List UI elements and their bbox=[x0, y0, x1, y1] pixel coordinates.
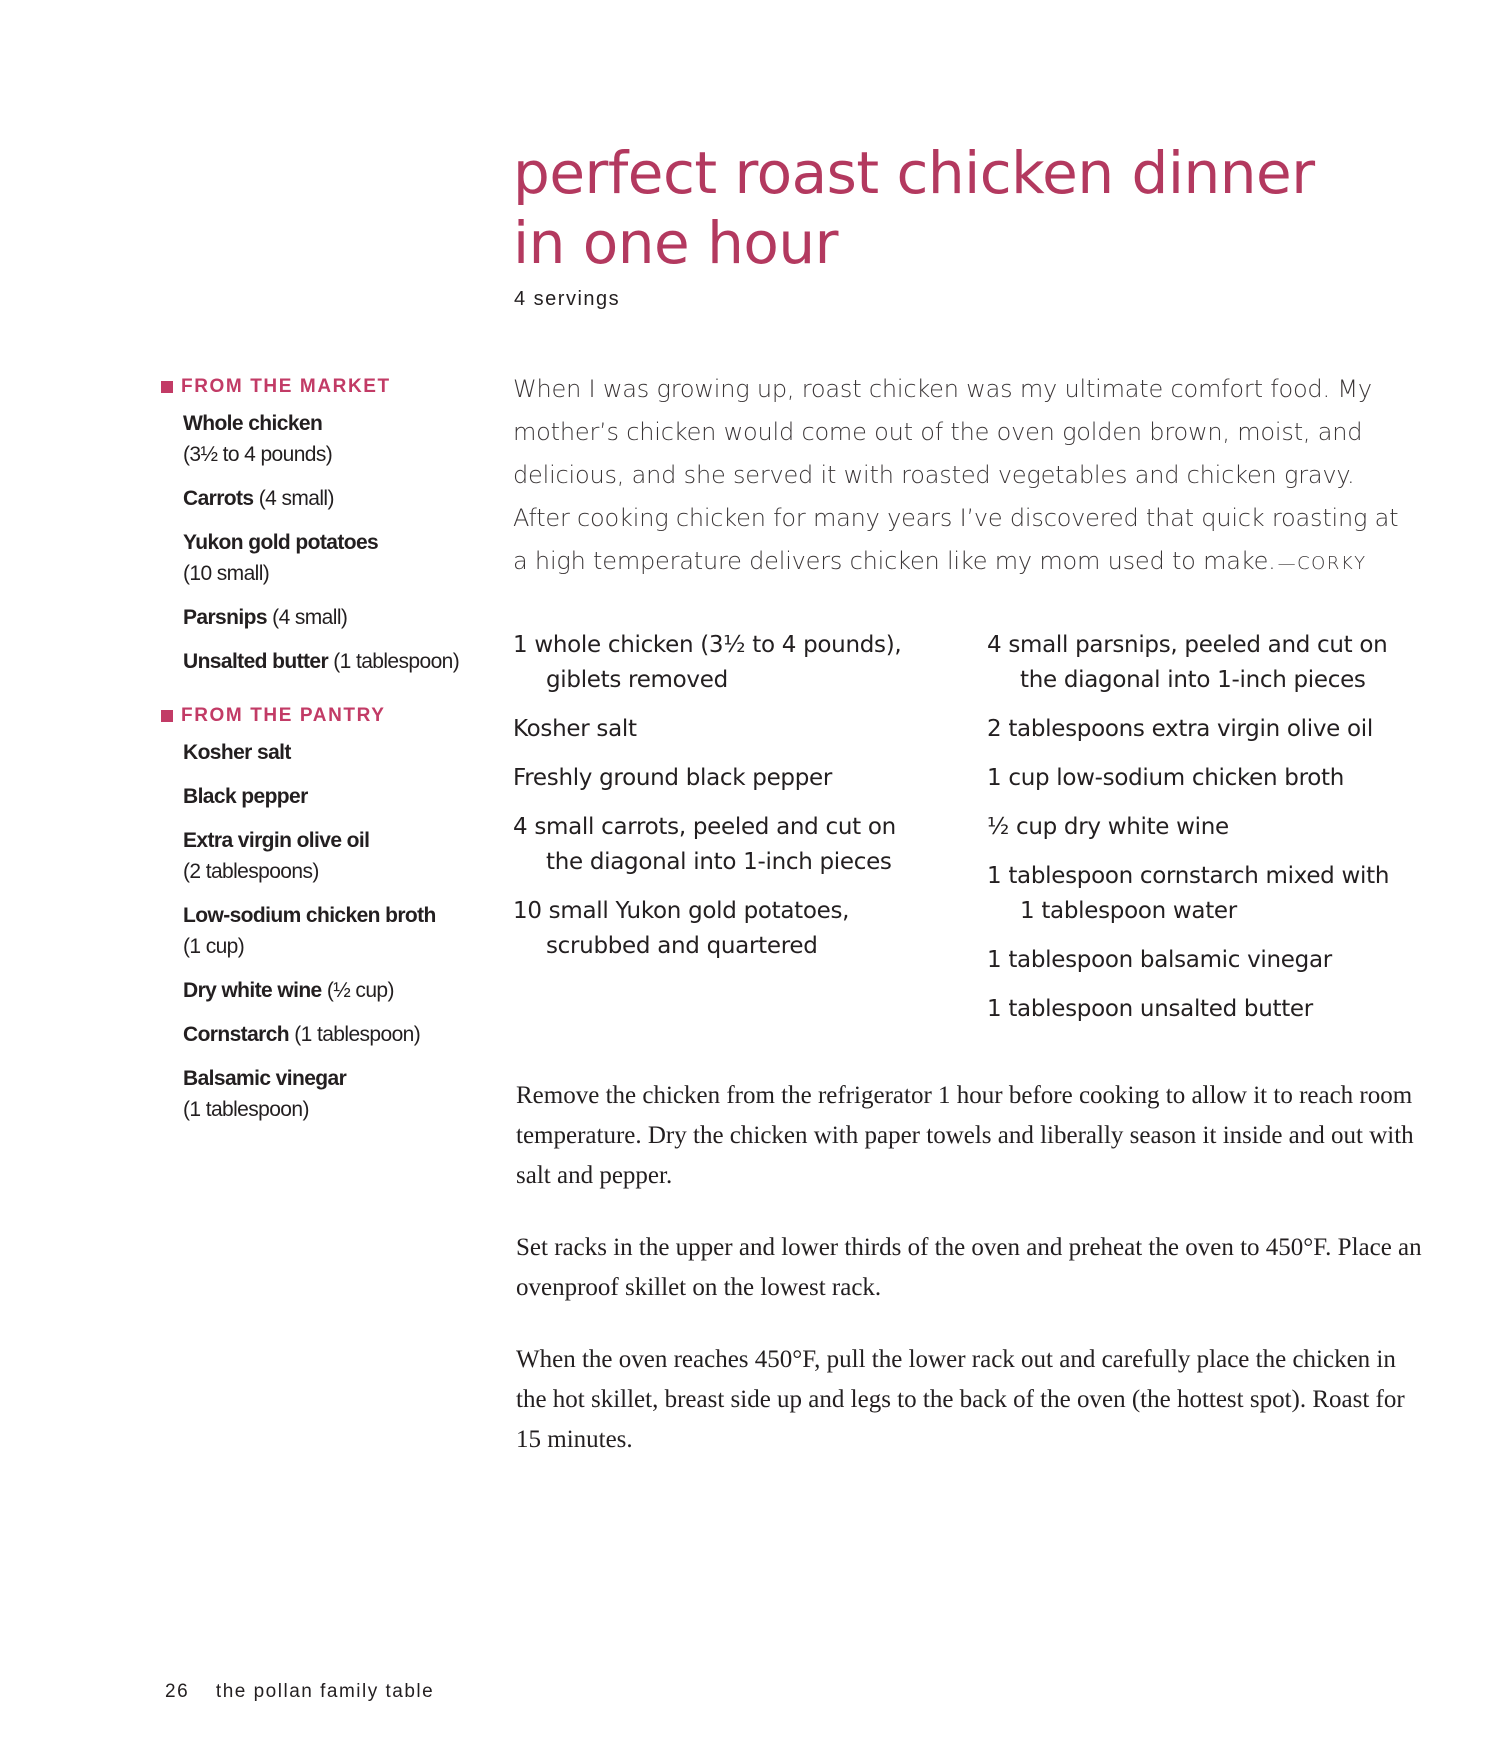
ingredient-item: 1 whole chicken (3½ to 4 pounds), giblets removed bbox=[513, 632, 902, 693]
sidebar-ingredient-name: Parsnips bbox=[183, 606, 267, 629]
ingredients-column-left bbox=[513, 628, 933, 978]
sidebar-ingredient bbox=[183, 975, 461, 1006]
ingredient-item: 4 small parsnips, peeled and cut on the diagonal into 1-inch pieces bbox=[987, 632, 1388, 693]
sidebar-ingredient bbox=[183, 483, 461, 514]
sidebar-ingredient-name: Black pepper bbox=[183, 785, 308, 808]
ingredient-item: ½ cup dry white wine bbox=[987, 814, 1229, 840]
market-heading-label: FROM THE MARKET bbox=[181, 376, 391, 397]
market-list bbox=[161, 408, 461, 677]
recipe-title-line-2: in one hour bbox=[513, 209, 839, 277]
sidebar-ingredient bbox=[183, 408, 461, 470]
pantry-list bbox=[161, 737, 461, 1125]
sidebar-ingredient-name: Extra virgin olive oil bbox=[183, 829, 370, 852]
sidebar-ingredient-name: Balsamic vinegar bbox=[183, 1067, 347, 1090]
sidebar-ingredient-name: Low-sodium chicken broth bbox=[183, 904, 436, 927]
sidebar-ingredient-name: Carrots bbox=[183, 487, 254, 510]
method-step: When the oven reaches 450°F, pull the lower rack out and carefully place the chicken in the hot skillet, breast side up and legs to the back of the oven (the hottest spot). Roast for 15 minutes. bbox=[516, 1346, 1405, 1453]
sidebar-ingredient-qty: (3½ to 4 pounds) bbox=[183, 443, 333, 466]
sidebar-ingredient-qty: (½ cup) bbox=[326, 979, 394, 1002]
sidebar-ingredient-name: Unsalted butter bbox=[183, 650, 329, 673]
sidebar-ingredient-qty: (4 small) bbox=[272, 606, 348, 629]
square-bullet-icon bbox=[161, 381, 173, 393]
sidebar-ingredient-qty: (1 tablespoon) bbox=[183, 1098, 309, 1121]
sidebar-ingredient-name: Kosher salt bbox=[183, 741, 291, 764]
page-number: 26 bbox=[165, 1681, 190, 1702]
sidebar-ingredient bbox=[183, 825, 461, 887]
ingredient-item: 10 small Yukon gold potatoes, scrubbed and quartered bbox=[513, 898, 850, 959]
sidebar-ingredient-name: Yukon gold potatoes bbox=[183, 531, 379, 554]
book-title: the pollan family table bbox=[215, 1681, 435, 1702]
square-bullet-icon bbox=[161, 710, 173, 722]
method-steps bbox=[516, 1076, 1426, 1492]
sidebar-ingredient bbox=[183, 781, 461, 812]
sidebar-ingredient-qty: (4 small) bbox=[258, 487, 334, 510]
sidebar-ingredient bbox=[183, 527, 461, 589]
sidebar-ingredient bbox=[183, 737, 461, 768]
ingredient-item: 1 cup low-sodium chicken broth bbox=[987, 765, 1345, 791]
sidebar-ingredient bbox=[183, 1019, 461, 1050]
method-step: Set racks in the upper and lower thirds of the oven and preheat the oven to 450°F. Place an ovenproof skillet on the lowest rack. bbox=[516, 1234, 1422, 1301]
page-footer bbox=[165, 1681, 434, 1703]
recipe-title bbox=[513, 138, 1315, 278]
ingredient-item: Kosher salt bbox=[513, 716, 637, 742]
servings-label: 4 servings bbox=[514, 288, 621, 310]
sidebar-ingredient-qty: (1 cup) bbox=[183, 935, 245, 958]
sidebar-ingredient-name: Whole chicken bbox=[183, 412, 323, 435]
shopping-sidebar bbox=[161, 376, 461, 1138]
pantry-heading-label: FROM THE PANTRY bbox=[181, 705, 386, 726]
recipe-title-line-1: perfect roast chicken dinner bbox=[513, 139, 1315, 207]
sidebar-ingredient bbox=[183, 602, 461, 633]
intro-credit: —CORKY bbox=[1277, 553, 1367, 574]
sidebar-ingredient-qty: (2 tablespoons) bbox=[183, 860, 319, 883]
market-heading bbox=[161, 376, 461, 398]
intro-paragraph bbox=[513, 368, 1413, 585]
pantry-heading bbox=[161, 705, 461, 727]
sidebar-ingredient-name: Dry white wine bbox=[183, 979, 322, 1002]
sidebar-ingredient-qty: (1 tablespoon) bbox=[294, 1023, 421, 1046]
ingredients-column-right bbox=[987, 628, 1407, 1041]
sidebar-ingredient bbox=[183, 900, 461, 962]
ingredient-item: 1 tablespoon unsalted butter bbox=[987, 996, 1313, 1022]
sidebar-ingredient-name: Cornstarch bbox=[183, 1023, 290, 1046]
sidebar-ingredient-qty: (1 tablespoon) bbox=[333, 650, 460, 673]
sidebar-ingredient bbox=[183, 646, 461, 677]
sidebar-ingredient-qty: (10 small) bbox=[183, 562, 270, 585]
ingredient-item: 4 small carrots, peeled and cut on the diagonal into 1-inch pieces bbox=[513, 814, 896, 875]
ingredient-item: 1 tablespoon cornstarch mixed with 1 tablespoon water bbox=[987, 863, 1390, 924]
ingredient-item: 1 tablespoon balsamic vinegar bbox=[987, 947, 1332, 973]
method-step: Remove the chicken from the refrigerator 1 hour before cooking to allow it to reach room temperature. Dry the chicken with paper towels and liberally season it inside and out with salt and pepper. bbox=[516, 1082, 1414, 1189]
ingredient-item: Freshly ground black pepper bbox=[513, 765, 833, 791]
ingredient-item: 2 tablespoons extra virgin olive oil bbox=[987, 716, 1373, 742]
intro-text: When I was growing up, roast chicken was my ultimate comfort food. My mother’s chicken would come out of the oven golden brown, moist, and delicious, and she served it with roasted vegetables and chicken gravy. After cooking chicken for many years I’ve discovered that quick roasting at a high temperature delivers chicken like my mom used to make. bbox=[513, 375, 1399, 575]
sidebar-ingredient bbox=[183, 1063, 461, 1125]
